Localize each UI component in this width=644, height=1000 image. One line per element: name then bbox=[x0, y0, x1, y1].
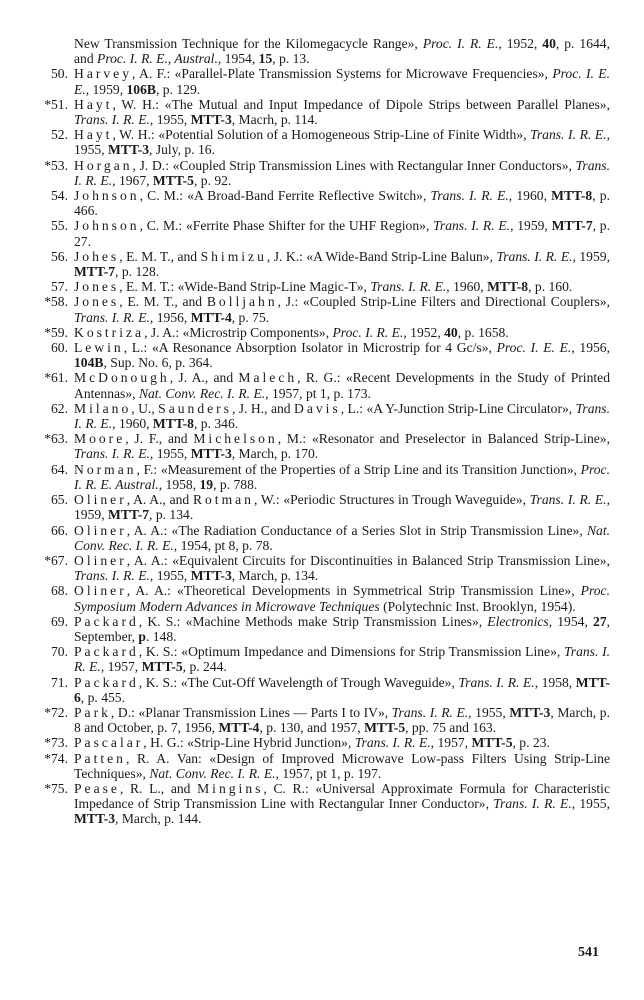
reference-entry bbox=[20, 188, 610, 218]
journal-title: Proc. I. R. E., Austral. bbox=[97, 51, 218, 67]
reference-segment: , C. M.: «A Broad-Band Ferrite Reflective Switch», bbox=[139, 188, 431, 204]
reference-number: 66. bbox=[51, 522, 68, 538]
reference-segment: , March, p. 8 and October, p. 7, 1956, bbox=[74, 704, 610, 736]
reference-number: 56. bbox=[51, 248, 68, 264]
author-name: Norman bbox=[74, 461, 137, 477]
reference-number: *61. bbox=[44, 370, 68, 386]
author-name: Saunders bbox=[158, 400, 232, 416]
author-name: Oliner bbox=[74, 522, 127, 538]
reference-text bbox=[74, 36, 610, 66]
reference-segment: , July, p. 16. bbox=[149, 142, 215, 158]
reference-segment: , 1955, bbox=[74, 127, 610, 158]
author-name: Hayt bbox=[74, 96, 113, 112]
volume-number: 104B bbox=[74, 355, 104, 371]
reference-segment: , K. S.: «Machine Methods make Strip Transmission Lines», bbox=[138, 613, 488, 629]
reference-entry bbox=[20, 401, 610, 431]
volume-number: MTT-3 bbox=[509, 704, 551, 720]
journal-title: Trans. I. R. E. bbox=[354, 735, 431, 751]
author-name: Jones bbox=[74, 279, 120, 295]
reference-text bbox=[74, 492, 610, 522]
journal-title: Trans. I. R. E. bbox=[529, 492, 607, 508]
reference-entry bbox=[20, 66, 610, 96]
author-name: Oliner bbox=[74, 583, 127, 599]
reference-segment: , J. A.: «Microstrip Components», bbox=[144, 324, 333, 340]
reference-segment: , 1960, bbox=[112, 416, 153, 432]
volume-number: p bbox=[138, 628, 146, 644]
author-name: Pascalar bbox=[74, 735, 144, 751]
reference-number: *73. bbox=[44, 735, 68, 751]
reference-number: *51. bbox=[44, 96, 68, 112]
reference-entry bbox=[20, 218, 610, 248]
reference-entry bbox=[20, 644, 610, 674]
reference-text bbox=[74, 462, 610, 492]
reference-number: *75. bbox=[44, 780, 68, 796]
reference-segment: , 1957, bbox=[430, 735, 472, 751]
reference-segment: , p. 75. bbox=[231, 309, 270, 325]
volume-number: MTT-7 bbox=[74, 264, 116, 280]
author-name: Michelson bbox=[193, 431, 278, 447]
volume-number: 106B bbox=[126, 81, 156, 97]
volume-number: 19 bbox=[199, 476, 214, 492]
reference-segment: , 1959, bbox=[74, 492, 610, 523]
reference-segment: , p. 466. bbox=[74, 188, 610, 219]
author-name: Shimizu bbox=[200, 248, 267, 264]
reference-text bbox=[74, 675, 610, 705]
journal-title: Trans. I. R. E. bbox=[74, 400, 610, 432]
author-name: Hayt bbox=[74, 127, 113, 143]
volume-number: MTT-5 bbox=[471, 735, 513, 751]
reference-segment: , 1960, bbox=[446, 279, 488, 295]
journal-title: Trans. I. R. E. bbox=[74, 446, 150, 462]
author-name: Packard bbox=[74, 613, 139, 629]
reference-segment: , E. M. T., and bbox=[119, 248, 201, 264]
reference-segment: , M.: «Resonator and Preselector in Balanced Strip-Line», bbox=[277, 431, 610, 447]
reference-segment: , R. G.: «Recent Developments in the Study of Printed Antennas», bbox=[74, 370, 610, 401]
journal-title: Trans. I. R. E. bbox=[370, 279, 447, 295]
journal-title: Proc. I. R. E. bbox=[422, 36, 499, 51]
author-name: Patten bbox=[74, 750, 126, 766]
reference-text bbox=[74, 781, 610, 827]
reference-segment: (Polytechnic Inst. Brooklyn, 1954). bbox=[379, 598, 576, 614]
volume-number: MTT-6 bbox=[74, 674, 610, 705]
reference-segment: , p. 130, and 1957, bbox=[259, 720, 365, 736]
journal-title: Proc. Symposium Modern Advances in Microwave Techniques bbox=[74, 583, 610, 614]
reference-segment: , p. 160. bbox=[528, 279, 573, 295]
journal-title: Trans. I. R. E. bbox=[74, 644, 611, 675]
volume-number: MTT-8 bbox=[551, 188, 593, 204]
reference-segment: , J. D.: «Coupled Strip Transmission Lines with Rectangular Inner Conductors», bbox=[132, 157, 576, 173]
reference-entry bbox=[20, 340, 610, 370]
volume-number: MTT-3 bbox=[190, 112, 232, 128]
reference-segment: , p. 1658. bbox=[457, 324, 509, 340]
reference-number: 71. bbox=[51, 674, 68, 690]
reference-segment: , March, p. 144. bbox=[115, 811, 202, 827]
reference-segment: , 1967, bbox=[112, 172, 153, 188]
reference-segment: , 1957, bbox=[100, 659, 142, 675]
reference-text bbox=[74, 325, 610, 340]
reference-entry bbox=[20, 492, 610, 522]
reference-text bbox=[74, 553, 610, 583]
reference-entry bbox=[20, 735, 610, 750]
author-name: Pease bbox=[74, 780, 120, 796]
reference-segment: , March, p. 134. bbox=[231, 568, 319, 584]
journal-title: Electronics bbox=[487, 613, 549, 629]
reference-segment: , 1957, pt 1, p. 197. bbox=[275, 765, 382, 781]
reference-number: *59. bbox=[44, 324, 68, 340]
reference-segment: , A. A., and bbox=[126, 492, 193, 508]
reference-entry bbox=[20, 294, 610, 324]
reference-segment: , 1952, bbox=[403, 324, 445, 340]
reference-text bbox=[74, 340, 610, 370]
journal-title: Proc. I. E. E. bbox=[74, 66, 610, 97]
reference-number: 54. bbox=[51, 188, 68, 204]
author-name: Park bbox=[74, 704, 111, 720]
reference-segment: , September, bbox=[74, 613, 611, 644]
reference-text bbox=[74, 97, 610, 127]
journal-title: Trans. I. R. E. bbox=[496, 248, 573, 264]
reference-text bbox=[74, 294, 610, 324]
author-name: Packard bbox=[74, 674, 139, 690]
reference-entry bbox=[20, 97, 610, 127]
reference-entry bbox=[20, 705, 610, 735]
reference-segment: , C. R.: «Universal Approximate Formula for Characteristic Impedance of Strip Transmission Line with Rectangular Inner Conductor», bbox=[74, 780, 610, 812]
reference-number: 57. bbox=[51, 279, 68, 295]
author-name: Packard bbox=[74, 644, 139, 660]
journal-title: Trans. I. R. E. bbox=[74, 157, 610, 188]
reference-segment: , L.: «A Y-Junction Strip-Line Circulator», bbox=[340, 400, 576, 416]
journal-title: Nat. Conv. Rec. I. R. E. bbox=[149, 765, 276, 781]
reference-text bbox=[74, 431, 610, 461]
volume-number: 27 bbox=[593, 613, 607, 629]
reference-entry bbox=[20, 127, 610, 157]
reference-text bbox=[74, 644, 610, 674]
reference-segment: , p. 92. bbox=[193, 172, 232, 188]
volume-number: MTT-3 bbox=[74, 811, 116, 827]
reference-segment: , W.: «Periodic Structures in Trough Waveguide», bbox=[253, 492, 530, 508]
reference-list bbox=[20, 36, 610, 827]
volume-number: MTT-7 bbox=[107, 507, 150, 523]
volume-number: MTT-8 bbox=[487, 279, 529, 295]
volume-number: 15 bbox=[258, 51, 273, 67]
reference-segment: . 148. bbox=[145, 628, 177, 644]
volume-number: MTT-4 bbox=[190, 309, 232, 325]
reference-text bbox=[74, 401, 610, 431]
author-name: Rotman bbox=[192, 492, 254, 508]
reference-entry bbox=[20, 462, 610, 492]
reference-segment: , K. S.: «Optimum Impedance and Dimensions for Strip Transmission Line», bbox=[138, 644, 564, 660]
reference-segment: , W. H.: «Potential Solution of a Homogeneous Strip-Line of Finite Width», bbox=[112, 127, 531, 143]
reference-segment: , p. 244. bbox=[182, 659, 227, 675]
reference-number: 52. bbox=[51, 127, 68, 143]
volume-number: MTT-5 bbox=[141, 659, 183, 675]
reference-segment: , p. 13. bbox=[272, 51, 310, 67]
reference-segment: , F.: «Measurement of the Properties of a Strip Line and its Transition Junction», bbox=[136, 461, 581, 477]
reference-segment: New Transmission Technique for the Kilomegacycle Range», bbox=[74, 36, 423, 51]
author-name: McDonough bbox=[74, 370, 170, 386]
reference-entry bbox=[20, 523, 610, 553]
reference-segment: , Sup. No. 6, p. 364. bbox=[103, 355, 213, 371]
journal-title: Proc. I. R. E. bbox=[332, 324, 404, 340]
reference-text bbox=[74, 523, 610, 553]
reference-segment: , K. S.: «The Cut-Off Wavelength of Trough Waveguide», bbox=[138, 674, 459, 690]
reference-number: 55. bbox=[51, 218, 68, 234]
reference-segment: , p. 134. bbox=[149, 507, 194, 523]
reference-number: 68. bbox=[51, 583, 68, 599]
page-number: 541 bbox=[578, 945, 599, 960]
reference-segment: , E. M. T.: «Wide-Band Strip-Line Magic-T», bbox=[119, 279, 371, 295]
reference-text bbox=[74, 188, 610, 218]
reference-segment: , 1954, pt 8, p. 78. bbox=[173, 537, 273, 553]
journal-title: Trans. I. R. E. bbox=[430, 188, 509, 204]
reference-entry bbox=[20, 751, 610, 781]
reference-segment: , p. 455. bbox=[80, 689, 125, 705]
reference-segment: , March, p. 170. bbox=[231, 446, 319, 462]
journal-title: Trans. I. R. E. bbox=[74, 309, 150, 325]
reference-text bbox=[74, 66, 610, 96]
reference-segment: , 1956, bbox=[149, 309, 191, 325]
reference-segment: , Macrh, p. 114. bbox=[231, 112, 318, 128]
author-name: Oliner bbox=[74, 552, 127, 568]
reference-text bbox=[74, 735, 610, 750]
journal-title: Proc. I. E. E. bbox=[496, 340, 572, 356]
reference-number: *74. bbox=[44, 750, 68, 766]
reference-segment: , A. F.: «Parallel-Plate Transmission Systems for Microwave Frequencies», bbox=[132, 66, 553, 82]
reference-entry bbox=[20, 614, 610, 644]
author-name: Jones bbox=[74, 294, 120, 310]
reference-segment: , pp. 75 and 163. bbox=[405, 720, 497, 736]
journal-title: Trans. I. R. E. bbox=[433, 218, 511, 234]
author-name: Moore bbox=[74, 431, 126, 447]
reference-number: 60. bbox=[51, 340, 68, 356]
reference-entry bbox=[20, 675, 610, 705]
reference-segment: , 1954, bbox=[217, 51, 259, 67]
author-name: Harvey bbox=[74, 66, 133, 82]
volume-number: MTT-3 bbox=[190, 446, 232, 462]
journal-title: Proc. I. R. E. Austral. bbox=[74, 461, 610, 492]
volume-number: MTT-5 bbox=[152, 172, 194, 188]
reference-segment: , 1955, bbox=[468, 704, 510, 720]
reference-number: 69. bbox=[51, 613, 68, 629]
reference-segment: , 1958, bbox=[534, 674, 576, 690]
reference-number: 64. bbox=[51, 461, 68, 477]
reference-number: *67. bbox=[44, 552, 68, 568]
reference-entry bbox=[20, 36, 610, 66]
reference-segment: , U., bbox=[131, 400, 159, 416]
journal-title: Trans. I. R. E. bbox=[74, 112, 150, 128]
author-name: Milano bbox=[74, 400, 132, 416]
reference-number: *53. bbox=[44, 157, 68, 173]
reference-segment: , 1955, bbox=[149, 568, 191, 584]
reference-segment: , L.: «A Resonance Absorption Isolator in Microstrip for 4 Gc/s», bbox=[123, 340, 497, 356]
author-name: Johnson bbox=[74, 188, 140, 204]
reference-segment: , p. 129. bbox=[155, 81, 201, 97]
reference-text bbox=[74, 127, 610, 157]
reference-text bbox=[74, 249, 610, 279]
reference-segment: , A. A.: «The Radiation Conductance of a Series Slot in Strip Transmission Line», bbox=[126, 522, 587, 538]
journal-title: Trans. I. R. E. bbox=[391, 704, 469, 720]
reference-segment: , H. G.: «Strip-Line Hybrid Junction», bbox=[143, 735, 355, 751]
reference-text bbox=[74, 705, 610, 735]
reference-segment: , R. A. Van: «Design of Improved Microwave Low-pass Filters Using Strip-Line Techniques», bbox=[74, 750, 610, 781]
journal-title: Trans. I. R. E. bbox=[74, 568, 150, 584]
reference-segment: , p. 788. bbox=[213, 476, 258, 492]
volume-number: 40 bbox=[444, 324, 458, 340]
reference-segment: , C. M.: «Ferrite Phase Shifter for the UHF Region», bbox=[139, 218, 434, 234]
reference-entry bbox=[20, 249, 610, 279]
volume-number: MTT-3 bbox=[190, 568, 232, 584]
journal-title: Nat. Conv. Rec. I. R. E. bbox=[74, 522, 610, 553]
reference-segment: , 1958, bbox=[158, 476, 200, 492]
reference-entry bbox=[20, 781, 610, 827]
reference-text bbox=[74, 158, 610, 188]
reference-number: 65. bbox=[51, 492, 68, 508]
reference-segment: , p. 1644, and bbox=[74, 36, 611, 67]
reference-segment: , 1959, bbox=[510, 218, 552, 234]
reference-number: *72. bbox=[44, 704, 68, 720]
reference-segment: , 1957, pt 1, p. 173. bbox=[265, 385, 371, 401]
journal-title: Trans. I. R. E. bbox=[458, 674, 535, 690]
reference-segment: , 1952, bbox=[498, 36, 543, 51]
reference-entry bbox=[20, 279, 610, 294]
reference-segment: , E. M. T., and bbox=[119, 294, 207, 310]
reference-segment: , p. 346. bbox=[193, 416, 239, 432]
reference-text bbox=[74, 279, 610, 294]
author-name: Bolljahn bbox=[206, 294, 278, 310]
author-name: Malech bbox=[238, 370, 298, 386]
reference-entry bbox=[20, 553, 610, 583]
reference-segment: , J. K.: «A Wide-Band Strip-Line Balun», bbox=[266, 248, 497, 264]
reference-text bbox=[74, 751, 610, 781]
reference-entry bbox=[20, 158, 610, 188]
reference-text bbox=[74, 583, 610, 613]
reference-entry bbox=[20, 583, 610, 613]
reference-number: *63. bbox=[44, 431, 68, 447]
reference-segment: , 1955, bbox=[571, 796, 610, 812]
volume-number: MTT-8 bbox=[152, 416, 194, 432]
reference-segment: , D.: «Planar Transmission Lines — Parts I to IV», bbox=[110, 704, 392, 720]
reference-number: *58. bbox=[44, 294, 68, 310]
reference-segment: , J.: «Coupled Strip-Line Filters and Directional Couplers», bbox=[277, 294, 610, 310]
reference-segment: , J. A., and bbox=[169, 370, 239, 386]
reference-segment: , p. 128. bbox=[115, 264, 160, 280]
reference-segment: , A. A.: «Equivalent Circuits for Discontinuities in Balanced Strip Transmission Line», bbox=[126, 552, 610, 568]
volume-number: MTT-4 bbox=[218, 720, 260, 736]
author-name: Davis bbox=[294, 400, 341, 416]
reference-segment: , p. 23. bbox=[512, 735, 550, 751]
reference-segment: , 1954, bbox=[548, 613, 594, 629]
reference-number: 70. bbox=[51, 644, 68, 660]
volume-number: MTT-7 bbox=[551, 218, 593, 234]
author-name: Lewin bbox=[74, 340, 124, 356]
journal-title: Trans. I. R. E. bbox=[530, 127, 607, 143]
reference-segment: , p. 27. bbox=[74, 218, 610, 249]
volume-number: MTT-5 bbox=[364, 720, 406, 736]
journal-title: Nat. Conv. Rec. I. R. E. bbox=[138, 385, 266, 401]
author-name: Johnson bbox=[74, 218, 140, 234]
reference-segment: , R. L., and bbox=[119, 780, 198, 796]
volume-number: MTT-3 bbox=[107, 142, 150, 158]
author-name: Oliner bbox=[74, 492, 127, 508]
reference-segment: , W. H.: «The Mutual and Input Impedance of Dipole Strips between Parallel Planes», bbox=[112, 96, 610, 112]
reference-segment: , A. A.: «Theoretical Developments in Symmetrical Strip Transmission Line», bbox=[126, 583, 581, 599]
volume-number: 40 bbox=[542, 36, 556, 51]
reference-entry bbox=[20, 431, 610, 461]
reference-segment: , 1959, bbox=[572, 248, 610, 264]
reference-number: 62. bbox=[51, 400, 68, 416]
author-name: Mingins bbox=[197, 780, 264, 796]
journal-title: Trans. I. R. E. bbox=[493, 796, 572, 812]
reference-text bbox=[74, 218, 610, 248]
reference-text bbox=[74, 370, 610, 400]
reference-entry bbox=[20, 370, 610, 400]
reference-segment: , 1955, bbox=[149, 446, 191, 462]
reference-segment: , 1956, bbox=[571, 340, 610, 356]
reference-number: 50. bbox=[51, 66, 68, 82]
author-name: Horgan bbox=[74, 157, 133, 173]
reference-segment: , J. H., and bbox=[231, 400, 295, 416]
reference-segment: , 1960, bbox=[508, 188, 552, 204]
author-name: Johes bbox=[74, 248, 120, 264]
reference-segment: , 1955, bbox=[149, 112, 191, 128]
author-name: Kostriza bbox=[74, 324, 145, 340]
reference-segment: , 1959, bbox=[85, 81, 127, 97]
reference-segment: , J. F., and bbox=[125, 431, 194, 447]
reference-entry bbox=[20, 325, 610, 340]
reference-text bbox=[74, 614, 610, 644]
